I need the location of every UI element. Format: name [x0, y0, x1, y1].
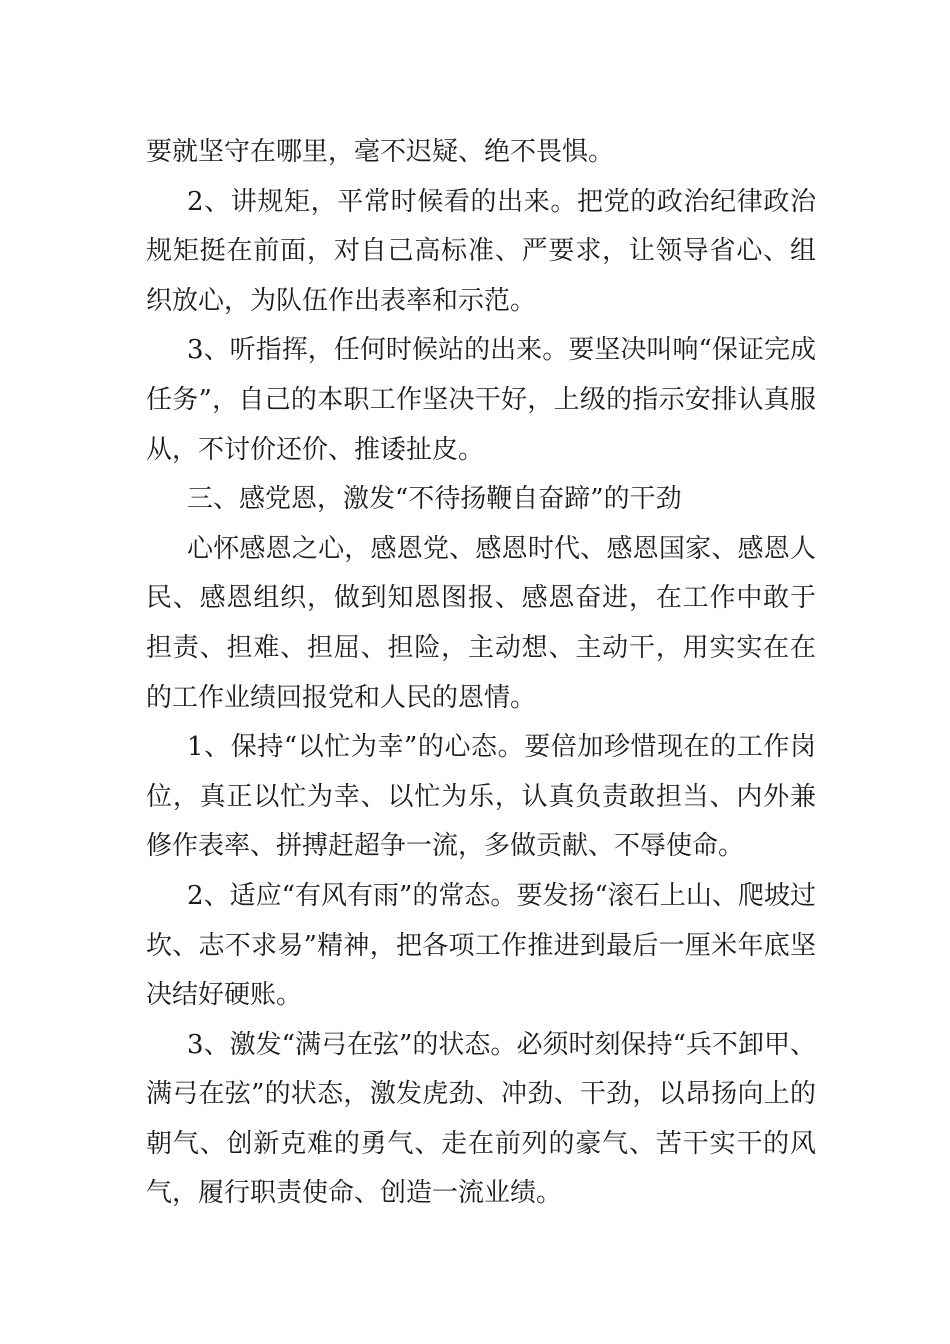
- paragraph-item-3-bow: 3、激发“满弓在弦”的状态。必须时刻保持“兵不卸甲、满弓在弦”的状态，激发虎劲、冲劲、干劲，以昂扬向上的朝气、创新克难的勇气、走在前列的豪气、苦干实干的风气，履行职责使命、创造一流业绩。: [146, 1029, 816, 1209]
- paragraph-item-1-busy: 1、保持“以忙为幸”的心态。要倍加珍惜现在的工作岗位，真正以忙为幸、以忙为乐，认真负责敢担当、内外兼修作表率、拼搏赶超争一流，多做贡献、不辱使命。: [146, 732, 816, 862]
- paragraph-item-3-command: 3、听指挥，任何时候站的出来。要坚决叫响“保证完成任务”，自己的本职工作坚决干好，上级的指示安排认真服从，不讨价还价、推诿扯皮。: [146, 335, 816, 465]
- paragraph-gratitude-intro: 心怀感恩之心，感恩党、感恩时代、感恩国家、感恩人民、感恩组织，做到知恩图报、感恩奋进，在工作中敢于担责、担难、担屈、担险，主动想、主动干，用实实在在的工作业绩回报党和人民的恩情。: [146, 533, 816, 713]
- paragraph-item-2-rules: 2、讲规矩，平常时候看的出来。把党的政治纪律政治规矩挺在前面，对自己高标准、严要求，让领导省心、组织放心，为队伍作出表率和示范。: [146, 186, 816, 316]
- section-heading-gratitude: 三、感党恩，激发“不待扬鞭自奋蹄”的干劲: [187, 484, 682, 515]
- paragraph-item-2-wind-rain: 2、适应“有风有雨”的常态。要发扬“滚石上山、爬坡过坎、志不求易”精神，把各项工作推进到最后一厘米年底坚决结好硬账。: [146, 880, 816, 1011]
- paragraph-continuation: 要就坚守在哪里，毫不迟疑、绝不畏惧。: [146, 137, 615, 167]
- document-body: [146, 128, 816, 1219]
